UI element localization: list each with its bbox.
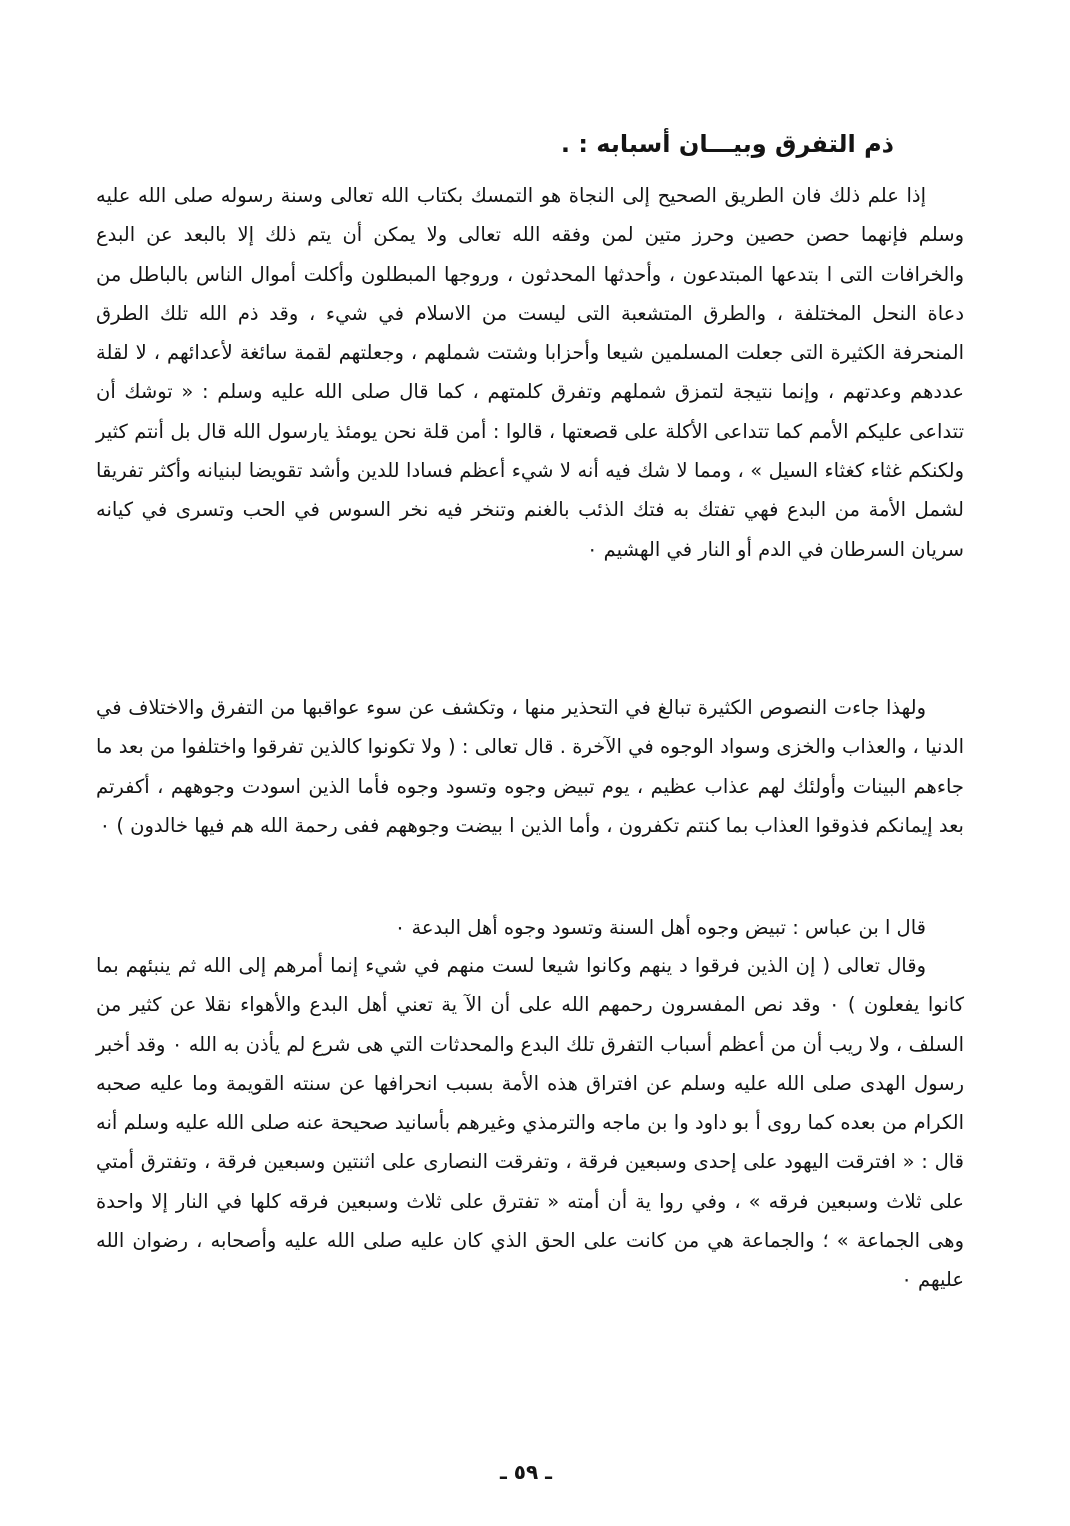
paragraph-warning-texts: ولهذا جاءت النصوص الكثيرة تبالغ في التحذير منها ، وتكشف عن سوء عواقبها من التفرق والاختلاف في الدنيا ، والعذاب والخزى وسواد الوجوه في الآخرة . قال تعالى : ( ولا تكونوا كالذين تفرقوا واختلفوا من بعد ما جاءهم البينات وأولئك لهم عذاب عظيم ، يوم تبيض وجوه وتسود وجوه فأما الذين اسودت وجوههم ، أكفرتم بعد إيمانكم فذوقوا العذاب بما كنتم تكفرون ، وأما الذين ا بيضت وجوههم ففى رحمة الله هم فيها خالدون ) ٠ — [96, 696, 964, 837]
paragraph-ibn-abbas-quote: قال ا بن عباس : تبيض وجوه أهل السنة وتسود وجوه أهل البدعة ٠ — [394, 916, 926, 939]
paragraph-causes-of-division: إذا علم ذلك فان الطريق الصحيح إلى النجاة هو التمسك بكتاب الله تعالى وسنة رسوله صلى الله عليه وسلم فإنهما حصن حصين وحرز متين لمن وفقه الله تعالى ولا يمكن أن يتم ذلك إلا بالبعد عن البدع والخرافات التى ا بتدعها المبتدعون ، وأحدثها المحدثون ، وروجها المبطلون وأكلت أموال الناس بالباطل من دعاة النحل المختلفة ، والطرق المتشعبة التى ليست من الاسلام في شيء ، وقد ذم الله تلك الطرق المنحرفة الكثيرة التى جعلت المسلمين شيعا وأحزابا وشتت شملهم ، وجعلتهم لقمة سائغة لأعدائهم ، لا لقلة عددهم وعدتهم ، وإنما نتيجة لتمزق شملهم وتفرق كلمتهم ، كما قال صلى الله عليه وسلم : « توشك أن تتداعى عليكم الأمم كما تتداعى الأكلة على قصعتها ، قالوا : أمن قلة نحن يومئذ يارسول الله قال بل أنتم كثير ولكنكم غثاء كغثاء السيل » ، ومما لا شك فيه أنه لا شيء أعظم فسادا للدين وأشد تقويضا لبنيانه وأكثر تفريقا لشمل الأمة من البدع فهي تفتك به فتك الذئب بالغنم وتنخر فيه نخر السوس في الحب وتسرى في كيانه سريان السرطان في الدم أو النار في الهشيم ٠ — [96, 184, 964, 561]
paragraph-sects-hadith: وقال تعالى ( إن الذين فرقوا د ينهم وكانوا شيعا لست منهم في شيء إنما أمرهم إلى الله ثم ينبئهم بما كانوا يفعلون ) ٠ وقد نص المفسرون رحمهم الله على أن الآ ية تعني أهل البدع والأهواء نقلا عن كثير من السلف ، ولا ريب أن من أعظم أسباب التفرق تلك البدع والمحدثات التي هى شرع لم يأذن به الله ٠ وقد أخبر رسول الهدى صلى الله عليه وسلم عن افتراق هذه الأمة بسبب انحرافها عن سنته القويمة وما عليه صحبه الكرام من بعده كما روى أ بو داود وا بن ماجه والترمذي وغيرهم بأسانيد صحيحة عنه صلى الله عليه وسلم أنه قال : « افترقت اليهود على إحدى وسبعين فرقة ، وتفرقت النصارى على اثنتين وسبعين فرقة ، وتفترق أمتي على ثلاث وسبعين فرقه » ، وفي روا ية أن أمته « تفترق على ثلاث وسبعين فرقه كلها في النار إلا واحدة وهى الجماعة » ؛ والجماعة هي من كانت على الحق الذي كان عليه صلى الله عليه وأصحابه ، رضوان الله عليهم ٠ — [96, 954, 964, 1292]
section-heading: ذم التفرق وبيـــان أسبابه : . — [560, 130, 894, 158]
page-number: ـ ٥٩ ـ — [499, 1460, 553, 1484]
